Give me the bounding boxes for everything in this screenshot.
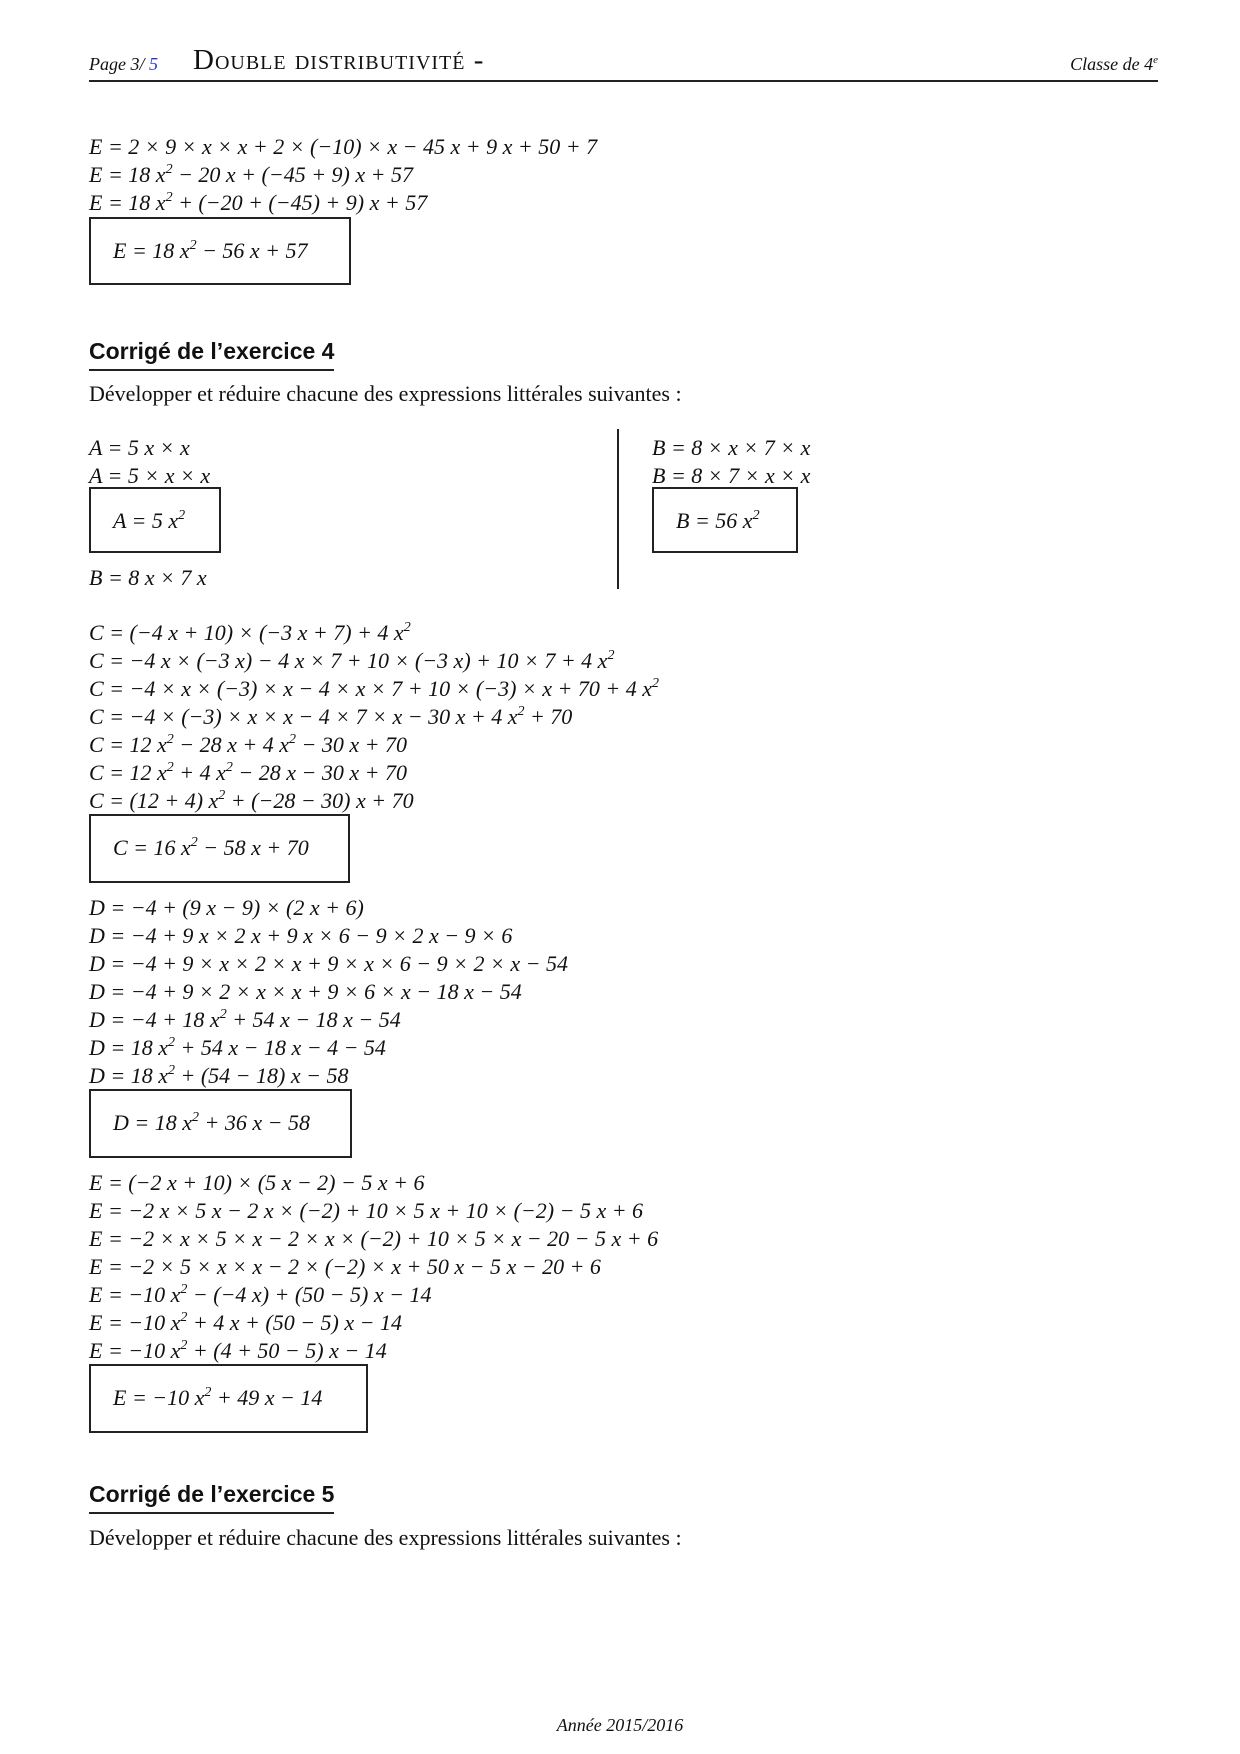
math-line: D = 18 $x^2 + (54 - 18) x - 58$ [89, 1063, 349, 1088]
section-title-ex5: Corrigé de l’exercice 5 [89, 1481, 334, 1514]
math-line: D = −4 + 18 $x^2 + 54$ x − 18 x − 54 [89, 1007, 401, 1032]
math-line: C = −4 × x × (−3) × x − 4 × x × 7 + 10 × (−3) × x + 70 + 4 $x^2$ [89, 676, 659, 701]
math-line: E = 18 $x^2 - 20$ x + (−45 + 9) x + 57 [89, 162, 413, 187]
result-expression: E = −10 $x^2 + 49$ x − 14 [113, 1385, 323, 1410]
math-line: D = −4 + 9 × 2 × x × x + 9 × 6 × x − 18 x − 54 [89, 979, 522, 1004]
math-line: B = 8 x × 7 x [89, 565, 207, 590]
math-line: D = −4 + 9 x × 2 x + 9 x × 6 − 9 × 2 x − 9 × 6 [89, 923, 513, 948]
page-prefix: Page 3/ [89, 54, 145, 74]
math-line: C = 12 $x^2 - 28$ x + 4 $x^2 - 30$ x + 70 [89, 732, 407, 757]
page-total-link[interactable]: 5 [149, 54, 158, 74]
math-line: D = −4 + 9 × x × 2 × x + 9 × x × 6 − 9 × 2 × x − 54 [89, 951, 568, 976]
math-line: C = 12 $x^2 + 4$ $x^2 - 28$ x − 30 x + 70 [89, 760, 407, 785]
math-line: A = 5 × x × x [89, 463, 211, 488]
math-line: E = 18 $x^2 + (-20 + (-45) + 9) x + 57$ [89, 190, 428, 215]
result-box [89, 217, 351, 285]
result-expression: C = 16 $x^2 - 58$ x + 70 [113, 835, 309, 860]
math-line: C = −4 x × (−3 x) − 4 x × 7 + 10 × (−3 x) + 10 × 7 + 4 $x^2$ [89, 648, 615, 673]
math-line: E = −2 × x × 5 × x − 2 × x × (−2) + 10 × 5 × x − 20 − 5 x + 6 [89, 1226, 659, 1251]
math-line: E = (−2 x + 10) × (5 x − 2) − 5 x + 6 [89, 1170, 425, 1195]
math-line: D = −4 + (9 x − 9) × (2 x + 6) [89, 895, 364, 920]
section-title-ex4: Corrigé de l’exercice 4 [89, 338, 334, 371]
exercise-instructions: Développer et réduire chacune des expressions littérales suivantes : [89, 1525, 682, 1550]
math-line: E = −10 $x^2 - (-4$ x) + (50 − 5) x − 14 [89, 1282, 432, 1307]
math-line: C = −4 × (−3) × x × x − 4 × 7 × x − 30 x + 4 $x^2 + 70$ [89, 704, 573, 729]
page-header [89, 44, 1158, 82]
math-line: C = (12 + 4) $x^2 + (-28 - 30) x + 70$ [89, 788, 414, 813]
math-line: E = −2 x × 5 x − 2 x × (−2) + 10 × 5 x + 10 × (−2) − 5 x + 6 [89, 1198, 644, 1223]
result-expression: B = 56 $x^2$ [676, 508, 760, 533]
class-suffix: e [1153, 54, 1158, 66]
math-line: B = 8 × x × 7 × x [652, 435, 811, 460]
result-expression: A = 5 $x^2$ [113, 508, 186, 533]
math-line: E = −2 × 5 × x × x − 2 × (−2) × x + 50 x − 5 x − 20 + 6 [89, 1254, 601, 1279]
page-indicator [89, 54, 158, 75]
math-line: E = 2 × 9 × x × x + 2 × (−10) × x − 45 x + 9 x + 50 + 7 [89, 134, 598, 159]
result-expression: E = 18 $x^2 - 56$ x + 57 [113, 238, 308, 263]
math-line: A = 5 x × x [89, 435, 190, 460]
math-line: C = (−4 x + 10) × (−3 x + 7) + 4 $x^2$ [89, 620, 411, 645]
class-prefix: Classe de 4 [1070, 54, 1154, 74]
result-box [89, 1089, 352, 1158]
result-expression: D = 18 $x^2 + 36$ x − 58 [113, 1110, 310, 1135]
math-line: B = 8 × 7 × x × x [652, 463, 811, 488]
class-label [1070, 54, 1158, 75]
result-box [89, 487, 221, 553]
page-footer: Année 2015/2016 [556, 1715, 684, 1735]
result-box [89, 814, 350, 883]
document-title: Double distributivité - [193, 44, 485, 76]
math-line: D = 18 $x^2 + 54$ x − 18 x − 4 − 54 [89, 1035, 386, 1060]
result-box [652, 487, 798, 553]
exercise-instructions: Développer et réduire chacune des expressions littérales suivantes : [89, 381, 682, 406]
result-box [89, 1364, 368, 1433]
math-line: E = −10 $x^2 + (4 + 50 - 5) x - 14$ [89, 1338, 387, 1363]
column-divider [617, 429, 619, 589]
math-line: E = −10 $x^2 + 4$ x + (50 − 5) x − 14 [89, 1310, 402, 1335]
